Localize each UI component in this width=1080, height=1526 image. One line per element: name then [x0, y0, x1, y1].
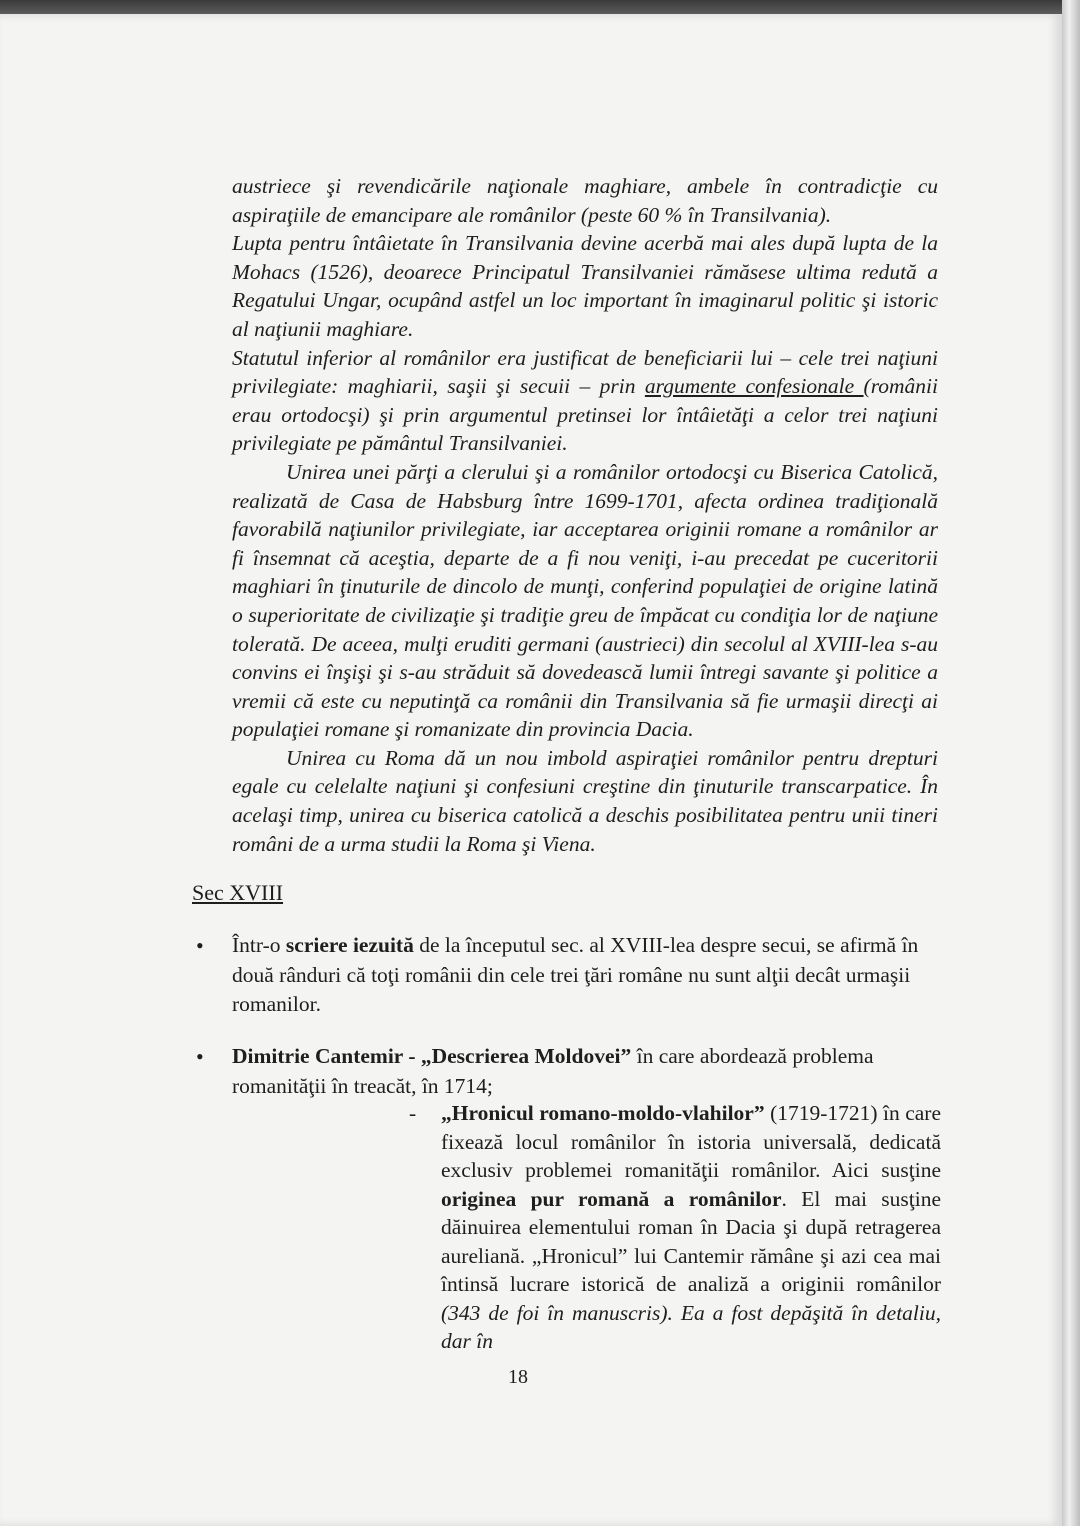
- paragraph: Lupta pentru întâietate în Transilvania devine acerbă mai ales după lupta de la Mohacs (1526), deoarece Principatul Transilvaniei rămăsese ultima redută a Regatului Ungar, ocupând astfel un loc important în imaginarul politic şi istoric al naţiunii maghiare.: [232, 231, 938, 341]
- bold-phrase: originea pur romană a românilor: [441, 1186, 782, 1211]
- bullet-text: [232, 1042, 944, 1101]
- sub-item-text-part: (1719-1721) în care fixează locul românilor în istoria universală, dedicată exclusiv problemei romanităţii românilor. Aici susţine: [441, 1101, 941, 1182]
- paragraph-text: Statutul inferior al românilor era justificat de beneficiarii lui – cele trei naţiuni privilegiate: maghiarii, saşii şi secuii – prin: [232, 345, 938, 399]
- sub-item-text: [441, 1099, 941, 1356]
- paragraph: austriece şi revendicările naţionale maghiare, ambele în contradicţie cu aspiraţiile de emancipare ale românilor (peste 60 % în Transilvania).: [232, 174, 938, 227]
- page-edge: [1062, 0, 1080, 1526]
- body-text: [232, 172, 938, 858]
- paragraph: Unirea cu Roma dă un nou imbold aspiraţiei românilor pentru drepturi egale cu celelalte naţiuni şi confesiuni creştine din ţinuturile transcarpatice. În acelaşi timp, unirea cu biserica catolică a deschis posibilitatea pentru unii tineri români de a urma studii la Roma şi Viena.: [232, 745, 938, 856]
- paragraph: [232, 344, 938, 458]
- bullet-item: [196, 1042, 944, 1101]
- italic-phrase: (343 de foi în manuscris). Ea a fost depăşită în detaliu, dar în: [441, 1300, 941, 1353]
- page-number: 18: [508, 1366, 528, 1388]
- bullet-text-part: de la începutul sec. al XVIII-lea despre secui, se afirmă în două rânduri că toţi românii din cele trei ţări române nu sunt alţii decât urmaşii romanilor.: [232, 933, 919, 1016]
- bullet-text-part: Într-o: [232, 933, 286, 957]
- bullet-marker: •: [196, 1044, 204, 1069]
- underlined-phrase: argumente confesionale: [644, 374, 864, 399]
- bold-phrase: „Hronicul romano-moldo-vlahilor”: [441, 1101, 765, 1125]
- sub-list-item: [409, 1099, 941, 1356]
- section-heading: Sec XVIII: [192, 880, 284, 905]
- bullet-item: [196, 931, 944, 1020]
- bold-phrase: Dimitrie Cantemir - „Descrierea Moldovei”: [232, 1044, 632, 1068]
- dash-marker: -: [409, 1101, 417, 1125]
- bullet-marker: •: [196, 933, 204, 958]
- bold-phrase: scriere iezuită: [285, 933, 414, 957]
- paragraph-text: (românii erau ortodocşi) şi prin argumentul pretinsei lor întâietăţi a celor trei naţiuni privilegiate pe pământul Transilvaniei.: [232, 374, 938, 456]
- paragraph: Unirea unei părţi a clerului şi a românilor ortodocşi cu Biserica Catolică, realizată de Casa de Habsburg între 1699-1701, afecta ordinea tradiţională favorabilă naţiunilor privilegiate, iar acceptarea originii romane a românilor ar fi însemnat că aceştia, departe de a fi nou veniţi, i-au precedat pe cuceritorii maghiari în ţinuturile de dincolo de munţi, conferind populaţiei de origine latină o superioritate de civilizaţie şi tradiţie greu de împăcat cu condiţia lor de naţiune tolerată. De aceea, mulţi eruditi germani (austrieci) din secolul al XVIII-lea s-au convins ei înşişi şi s-au străduit să dovedească lumii întregi savante şi politice a vremii că este cu neputinţă ca românii din Transilvania să fie urmaşii direcţi ai populaţiei romane şi romanizate din provincia Dacia.: [232, 459, 938, 742]
- sub-item-text-part: . El mai susţine dăinuirea elementului roman în Dacia şi după retragerea aureliană. „Hronicul” lui Cantemir rămâne şi azi cea mai întinsă lucrare istorică de analiză a originii românilor: [441, 1186, 941, 1296]
- bullet-text-part: în care abordează problema romanităţii în treacăt, în 1714;: [232, 1044, 874, 1098]
- bullet-text: [232, 931, 944, 1020]
